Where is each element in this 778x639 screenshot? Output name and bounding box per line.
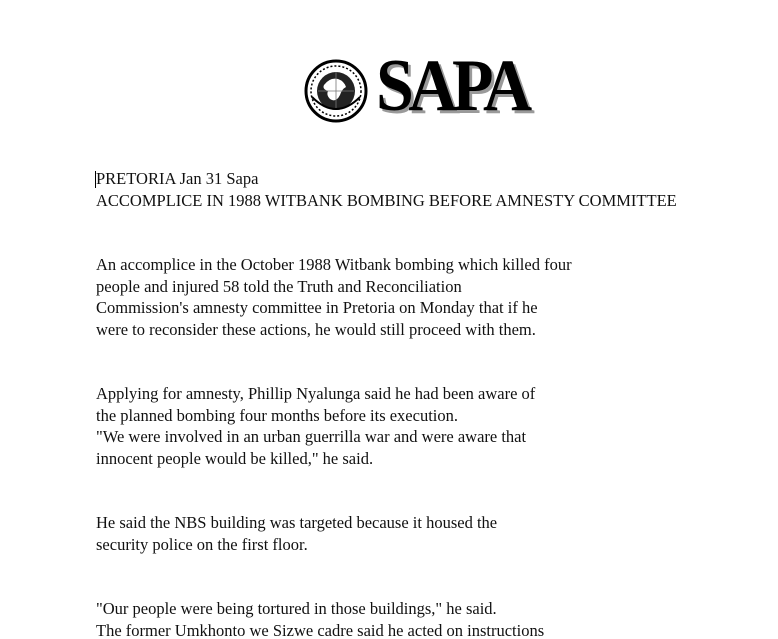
sapa-logo	[300, 45, 545, 127]
paragraph-line: "Our people were being tortured in those buildings," he said.	[96, 599, 497, 618]
logo-wordmark: SAPA	[376, 45, 527, 127]
paragraph-line: the planned bombing four months before its execution.	[96, 405, 459, 425]
paragraph-line: He said the NBS building was targeted because it housed the	[96, 513, 498, 532]
paragraph-2[interactable]	[96, 383, 756, 469]
paragraph-line: security police on the first floor.	[96, 534, 308, 554]
paragraph-line: Commission's amnesty committee in Pretoria on Monday that if he	[96, 298, 538, 317]
paragraph-line: innocent people would be killed," he said.	[96, 448, 374, 468]
text-cursor	[95, 171, 96, 188]
globe-emblem-icon	[304, 59, 368, 123]
paragraph-line: "We were involved in an urban guerrilla war and were aware that	[96, 427, 527, 446]
paragraph-3[interactable]	[96, 512, 756, 555]
paragraph-line: people and injured 58 told the Truth and Reconciliation	[96, 276, 462, 296]
paragraph-line: The former Umkhonto we Sizwe cadre said he acted on instructions	[96, 620, 545, 639]
headline[interactable]: ACCOMPLICE IN 1988 WITBANK BOMBING BEFORE AMNESTY COMMITTEE	[96, 190, 677, 210]
dateline[interactable]: PRETORIA Jan 31 Sapa	[96, 169, 259, 188]
paragraph-line: An accomplice in the October 1988 Witbank bombing which killed four	[96, 255, 572, 274]
paragraph-line: were to reconsider these actions, he would still proceed with them.	[96, 319, 536, 339]
document-body	[96, 168, 756, 639]
paragraph-4[interactable]	[96, 598, 756, 639]
paragraph-line: Applying for amnesty, Phillip Nyalunga said he had been aware of	[96, 384, 536, 403]
paragraph-1[interactable]	[96, 254, 756, 340]
